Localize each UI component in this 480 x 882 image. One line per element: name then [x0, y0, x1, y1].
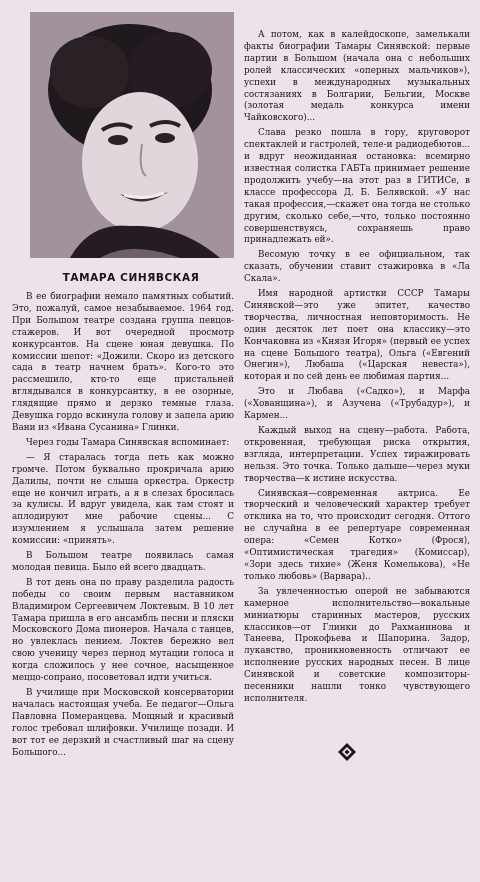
- paragraph: За увлеченностью оперой не забываются камерное исполнительство—вокальные миниатюры старинных мастеров, русских классиков—от Глинки до Рахманинова и Танеева, Прокофьева и Шапорина. Задор, лукавство, проникновенность отличают ее исполнение русских народных песен. В лице Синявской и советские композиторы-песенники нашли тонко чувствующего исполнителя.: [244, 586, 470, 704]
- paragraph: В тот день она по праву разделила радость победы со своим первым наставником Владимиром Сергеевичем Локтевым. В 10 лет Тамара пришла в его ансамбль песни и пляски Московского Дома пионеров. Начала с танцев, но увлеклась пением. Локтев бережно вел свою ученицу через период мутации голоса и когда сложилось у нее сочное, насыщенное меццо-сопрано, посоветовал идти учиться.: [12, 577, 234, 684]
- paragraph: Весомую точку в ее официальном, так сказать, обучении ставит стажировка в «Ла Скала».: [244, 250, 470, 285]
- portrait-caption: ТАМАРА СИНЯВСКАЯ: [62, 272, 200, 284]
- left-column-text: [12, 292, 234, 762]
- paragraph: Слава резко пошла в гору, круговорот спектаклей и гастролей, теле-и радиодебютов... и вдруг неожиданная остановка: всемирно известная солистка ГАБТа принимает решение продолжить учебу—на этот раз в ГИТИСе, в классе профессора Д. Б. Белявской. «У нас такая профессия,—скажет она тогда не столько другим, сколько себе,—что, только постоянно совершенствуясь, сохраняешь право принадлежать ей».: [244, 128, 470, 246]
- paragraph: Это и Любава («Садко»), и Марфа («Хованщина»), и Азучена («Трубадур»), и Кармен...: [244, 387, 470, 422]
- paragraph: Имя народной артистки СССР Тамары Синявской—это уже эпитет, качество творчества, личностная неповторимость. Не один десяток лет поет она классику—это Кончаковна из «Князя Игоря» (первый ее успех на сцене Большого театра), Ольга («Евгений Онегин»), Любаша («Царская невеста»), которая и по сей день ее любимая партия...: [244, 289, 470, 383]
- paragraph: В Большом театре появилась самая молодая певица. Было ей всего двадцать.: [12, 551, 234, 573]
- paragraph: Синявская—современная актриса. Ее творческий и человеческий характер требует отклика на то, что происходит сегодня. Оттого не случайна в ее репертуаре современная опера: «Семен Котко» (Фрося), «Оптимистическая трагедия» (Комиссар), «Зори здесь тихие» (Женя Комелькова), «Не только любовь» (Варвара)..: [244, 488, 470, 582]
- portrait-photo-icon: [30, 12, 234, 258]
- paragraph: Каждый выход на сцену—работа. Работа, откровенная, требующая риска открытия, взгляда, интерпретации. Успех тиражировать нельзя. Это точка. Только дальше—через муки творчества—к истине искусства.: [244, 426, 470, 484]
- diamond-ornament: [337, 742, 357, 762]
- right-column-text: [244, 30, 470, 709]
- diamond-ornament-icon: [337, 742, 357, 762]
- paragraph: А потом, как в калейдоскопе, замелькали факты биографии Тамары Синявской: первые партии в Большом (начала она с небольших ролей классических «оперных мальчиков»), успехи в международных музыкальных состязаниях в Болгарии, Бельгии, Москве (золотая медаль конкурса имени Чайковского)...: [244, 30, 470, 124]
- paragraph: В училище при Московской консерватории началась настоящая учеба. Ее педагог—Ольга Павловна Померанцева. Мощный и красивый голос требовал шлифовки. Училище позади. И вот тот ее дерзкий и счастливый шаг на сцену Большого...: [12, 688, 234, 758]
- paragraph: — Я старалась тогда петь как можно громче. Потом буквально прокричала арию Далилы, почти не слыша оркестра. Оркестр еще не кончил играть, а я в слезах бросилась за кулисы. И вдруг увидела, как там стоят и аплодируют мне рабочие сцены... С изумлением я услышала затем решение комиссии: «принять».: [12, 452, 234, 547]
- paragraph: Через годы Тамара Синявская вспоминает:: [26, 437, 230, 448]
- portrait-photo: [30, 12, 234, 258]
- paragraph: В ее биографии немало памятных событий. Это, пожалуй, самое незабываемое. 1964 год. При Большом театре создана группа певцов-стажеров. И вот очередной просмотр конкурсантов. На сцене юная девушка. По комиссии шепот: «Дожили. Скоро из детского сада в театр начнем брать». Кого-то это рассмешило, кто-то еще пристальней вглядывался в конкурсантку, в ее озорные, глядящие прямо и дерзко темные глаза. Девушка гордо вскинула голову и запела арию Вани из «Ивана Сусанина» Глинки.: [12, 292, 234, 433]
